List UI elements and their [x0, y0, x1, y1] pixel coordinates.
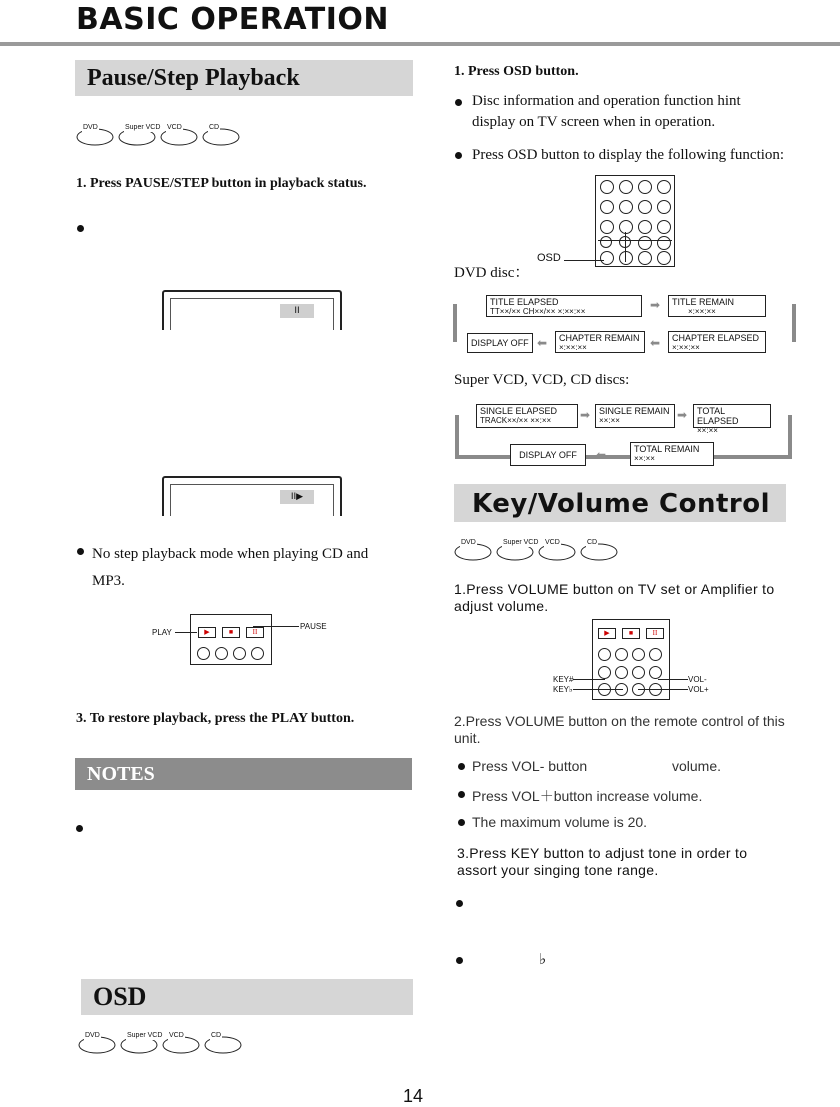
- bullet-dot: [455, 152, 462, 159]
- total-elapsed-box: TOTAL ELAPSED ××:××: [693, 404, 771, 428]
- vcd-disc-icon: VCD: [162, 1032, 200, 1054]
- bullet-dot: [456, 900, 463, 907]
- cd-disc-icon: CD: [204, 1032, 242, 1054]
- dvd-title-elapsed-box: TITLE ELAPSED TT××/×× CH××/×× ×:××:××: [486, 295, 642, 317]
- vcd-disc-icon: VCD: [538, 539, 576, 561]
- arrow-left-icon: ⬅: [537, 336, 548, 350]
- super-vcd-disc-icon: Super VCD: [118, 124, 156, 146]
- arrow-left-icon: ⬅: [596, 448, 607, 462]
- no-step-note: No step playback mode when playing CD and MP3.: [92, 546, 369, 589]
- disc-icons-key-volume: [454, 539, 618, 561]
- bullet-vol-plus: Press VOL＋button increase volume.: [472, 788, 703, 804]
- osd-label: OSD: [537, 252, 561, 264]
- bullet-dot: [455, 99, 462, 106]
- bullet-max-volume: The maximum volume is 20.: [472, 814, 648, 830]
- key-flat-label: KEY♭: [553, 685, 573, 694]
- remote-diagram-key-volume: [592, 619, 670, 700]
- dvd-disc-icon: DVD: [78, 1032, 116, 1054]
- dvd-display-off-box: DISPLAY OFF: [467, 333, 533, 353]
- pause-label: PAUSE: [300, 622, 327, 631]
- section-heading-pause: Pause/Step Playback: [75, 60, 413, 96]
- bullet-dot: [456, 957, 463, 964]
- header-rule: [0, 42, 840, 46]
- arrow-right-icon: ➡: [650, 298, 661, 312]
- flat-symbol: ♭: [539, 950, 547, 968]
- play-button-icon: ▶: [198, 627, 216, 638]
- key-volume-step2: 2.Press VOLUME button on the remote control of this unit.: [454, 713, 785, 746]
- bullet-dot: [458, 791, 465, 798]
- play-button-icon: ▶: [598, 628, 616, 639]
- bullet-vol-minus-a: Press VOL- button: [472, 758, 588, 774]
- pause-step3: 3. To restore playback, press the PLAY button.: [76, 711, 355, 726]
- pause-leader-line: [253, 626, 299, 627]
- tv-screen-pause: [162, 290, 342, 330]
- osd-step1: 1. Press OSD button.: [454, 64, 579, 79]
- osd-bullet2: Press OSD button to display the following function:: [472, 147, 785, 163]
- play-label: PLAY: [152, 628, 172, 637]
- step-symbol: II▶: [280, 490, 314, 504]
- bullet-dot: [77, 225, 84, 232]
- disc-icons-osd: [78, 1032, 242, 1054]
- svcd-disc-label: Super VCD, VCD, CD discs:: [454, 372, 630, 388]
- arrow-right-icon: ➡: [677, 408, 688, 422]
- section-heading-key-volume: Key/Volume Control: [454, 484, 786, 522]
- super-vcd-disc-icon: Super VCD: [120, 1032, 158, 1054]
- remote-button-grid: [595, 175, 675, 267]
- pause-step1: 1. Press PAUSE/STEP button in playback status.: [76, 176, 367, 191]
- vol-minus-label: VOL-: [688, 675, 707, 684]
- cd-disc-icon: CD: [580, 539, 618, 561]
- dvd-disc-icon: DVD: [454, 539, 492, 561]
- pause-button-icon: II: [646, 628, 664, 639]
- bullet-dot: [76, 825, 83, 832]
- pause-button-icon: II: [246, 627, 264, 638]
- single-elapsed-box: SINGLE ELAPSED TRACK××/×× ××:××: [476, 404, 578, 428]
- play-leader-line: [175, 632, 197, 633]
- osd-bullet1: Disc information and operation function hint display on TV screen when in operation.: [472, 93, 741, 130]
- page-title: BASIC OPERATION: [76, 2, 390, 37]
- stop-button-icon: ■: [622, 628, 640, 639]
- vol-plus-label: VOL+: [688, 685, 709, 694]
- section-heading-osd: OSD: [81, 979, 413, 1015]
- stop-button-icon: ■: [222, 627, 240, 638]
- cd-disc-icon: CD: [202, 124, 240, 146]
- bullet-dot: [458, 819, 465, 826]
- dvd-title-remain-box: TITLE REMAIN ×:××:××: [668, 295, 766, 317]
- section-heading-notes: NOTES: [75, 758, 412, 790]
- dvd-chapter-remain-box: CHAPTER REMAIN ×:××:××: [555, 331, 645, 353]
- page-number: 14: [403, 1086, 424, 1106]
- bullet-dot: [458, 763, 465, 770]
- pause-symbol: II: [280, 304, 314, 318]
- arrow-left-icon: ⬅: [650, 336, 661, 350]
- dvd-disc-icon: DVD: [76, 124, 114, 146]
- dvd-chapter-elapsed-box: CHAPTER ELAPSED ×:××:××: [668, 331, 766, 353]
- bullet-vol-minus-b: volume.: [672, 758, 722, 774]
- super-vcd-disc-icon: Super VCD: [496, 539, 534, 561]
- svcd-display-off-box: DISPLAY OFF: [510, 444, 586, 466]
- remote-diagram-play-pause: [190, 614, 272, 665]
- key-sharp-label: KEY#: [553, 675, 574, 684]
- total-remain-box: TOTAL REMAIN ××:××: [630, 442, 714, 466]
- single-remain-box: SINGLE REMAIN ××:××: [595, 404, 675, 428]
- vcd-disc-icon: VCD: [160, 124, 198, 146]
- arrow-right-icon: ➡: [580, 408, 591, 422]
- disc-icons-pause: [76, 124, 240, 146]
- bullet-dot: [77, 548, 84, 555]
- key-volume-step3: 3.Press KEY button to adjust tone in order to assort your singing tone range.: [457, 845, 748, 878]
- dvd-disc-label: DVD disc：: [454, 265, 530, 281]
- key-volume-step1: 1.Press VOLUME button on TV set or Amplifier to adjust volume.: [454, 581, 775, 614]
- tv-screen-step: [162, 476, 342, 516]
